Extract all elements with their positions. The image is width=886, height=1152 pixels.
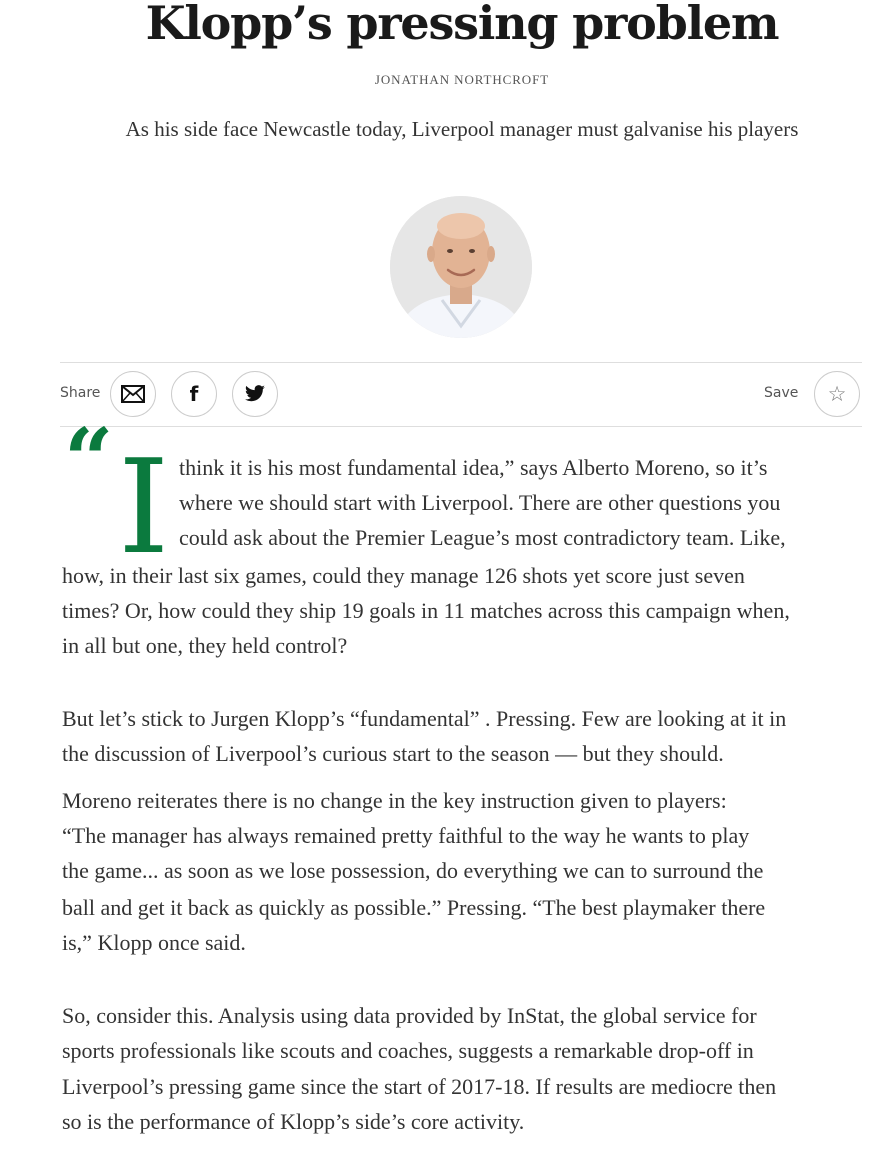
email-share-button[interactable]	[110, 371, 156, 417]
star-icon: ☆	[827, 381, 847, 406]
body-line: “The manager has always remained pretty faithful to the way he wants to play	[62, 823, 750, 848]
body-line: times? Or, how could they ship 19 goals in 11 matches across this campaign when,	[62, 598, 790, 623]
body-line: how, in their last six games, could they manage 126 shots yet score just seven	[62, 563, 745, 588]
standfirst: As his side face Newcastle today, Liverpool manager must galvanise his players	[125, 117, 799, 141]
save-label: Save	[764, 385, 799, 401]
author-avatar	[390, 196, 532, 338]
body-line: is,” Klopp once said.	[62, 930, 246, 955]
email-icon	[121, 385, 145, 403]
twitter-icon	[244, 385, 266, 403]
body-line: But let’s stick to Jurgen Klopp’s “fundamental” . Pressing. Few are looking at it in	[62, 706, 787, 731]
body-line: Moreno reiterates there is no change in the key instruction given to players:	[62, 788, 727, 813]
body-line: could ask about the Premier League’s most contradictory team. Like,	[179, 525, 786, 550]
body-line: so is the performance of Klopp’s side’s core activity.	[62, 1109, 525, 1134]
headline: Klopp’s pressing problem	[145, 0, 779, 50]
facebook-icon: f	[189, 382, 199, 406]
dropcap-quote-mark: “	[64, 410, 114, 511]
twitter-share-button[interactable]	[232, 371, 278, 417]
share-label: Share	[60, 385, 101, 401]
body-line: the discussion of Liverpool’s curious start to the season — but they should.	[62, 741, 724, 766]
body-line: ball and get it back as quickly as possible.” Pressing. “The best playmaker there	[62, 895, 766, 920]
body-line: in all but one, they held control?	[62, 633, 348, 658]
body-line: the game... as soon as we lose possession, do everything we can to surround the	[62, 858, 764, 883]
save-button[interactable]	[814, 371, 860, 417]
body-line: Liverpool’s pressing game since the start of 2017-18. If results are mediocre then	[62, 1074, 777, 1099]
dropcap-letter: I	[118, 431, 170, 583]
body-line: think it is his most fundamental idea,” says Alberto Moreno, so it’s	[179, 455, 768, 480]
byline[interactable]: JONATHAN NORTHCROFT	[374, 72, 550, 87]
share-bar	[60, 362, 862, 427]
body-line: sports professionals like scouts and coaches, suggests a remarkable drop-off in	[62, 1038, 754, 1063]
body-line: So, consider this. Analysis using data provided by InStat, the global service for	[62, 1003, 757, 1028]
facebook-share-button[interactable]	[171, 371, 217, 417]
body-line: where we should start with Liverpool. There are other questions you	[179, 490, 781, 515]
